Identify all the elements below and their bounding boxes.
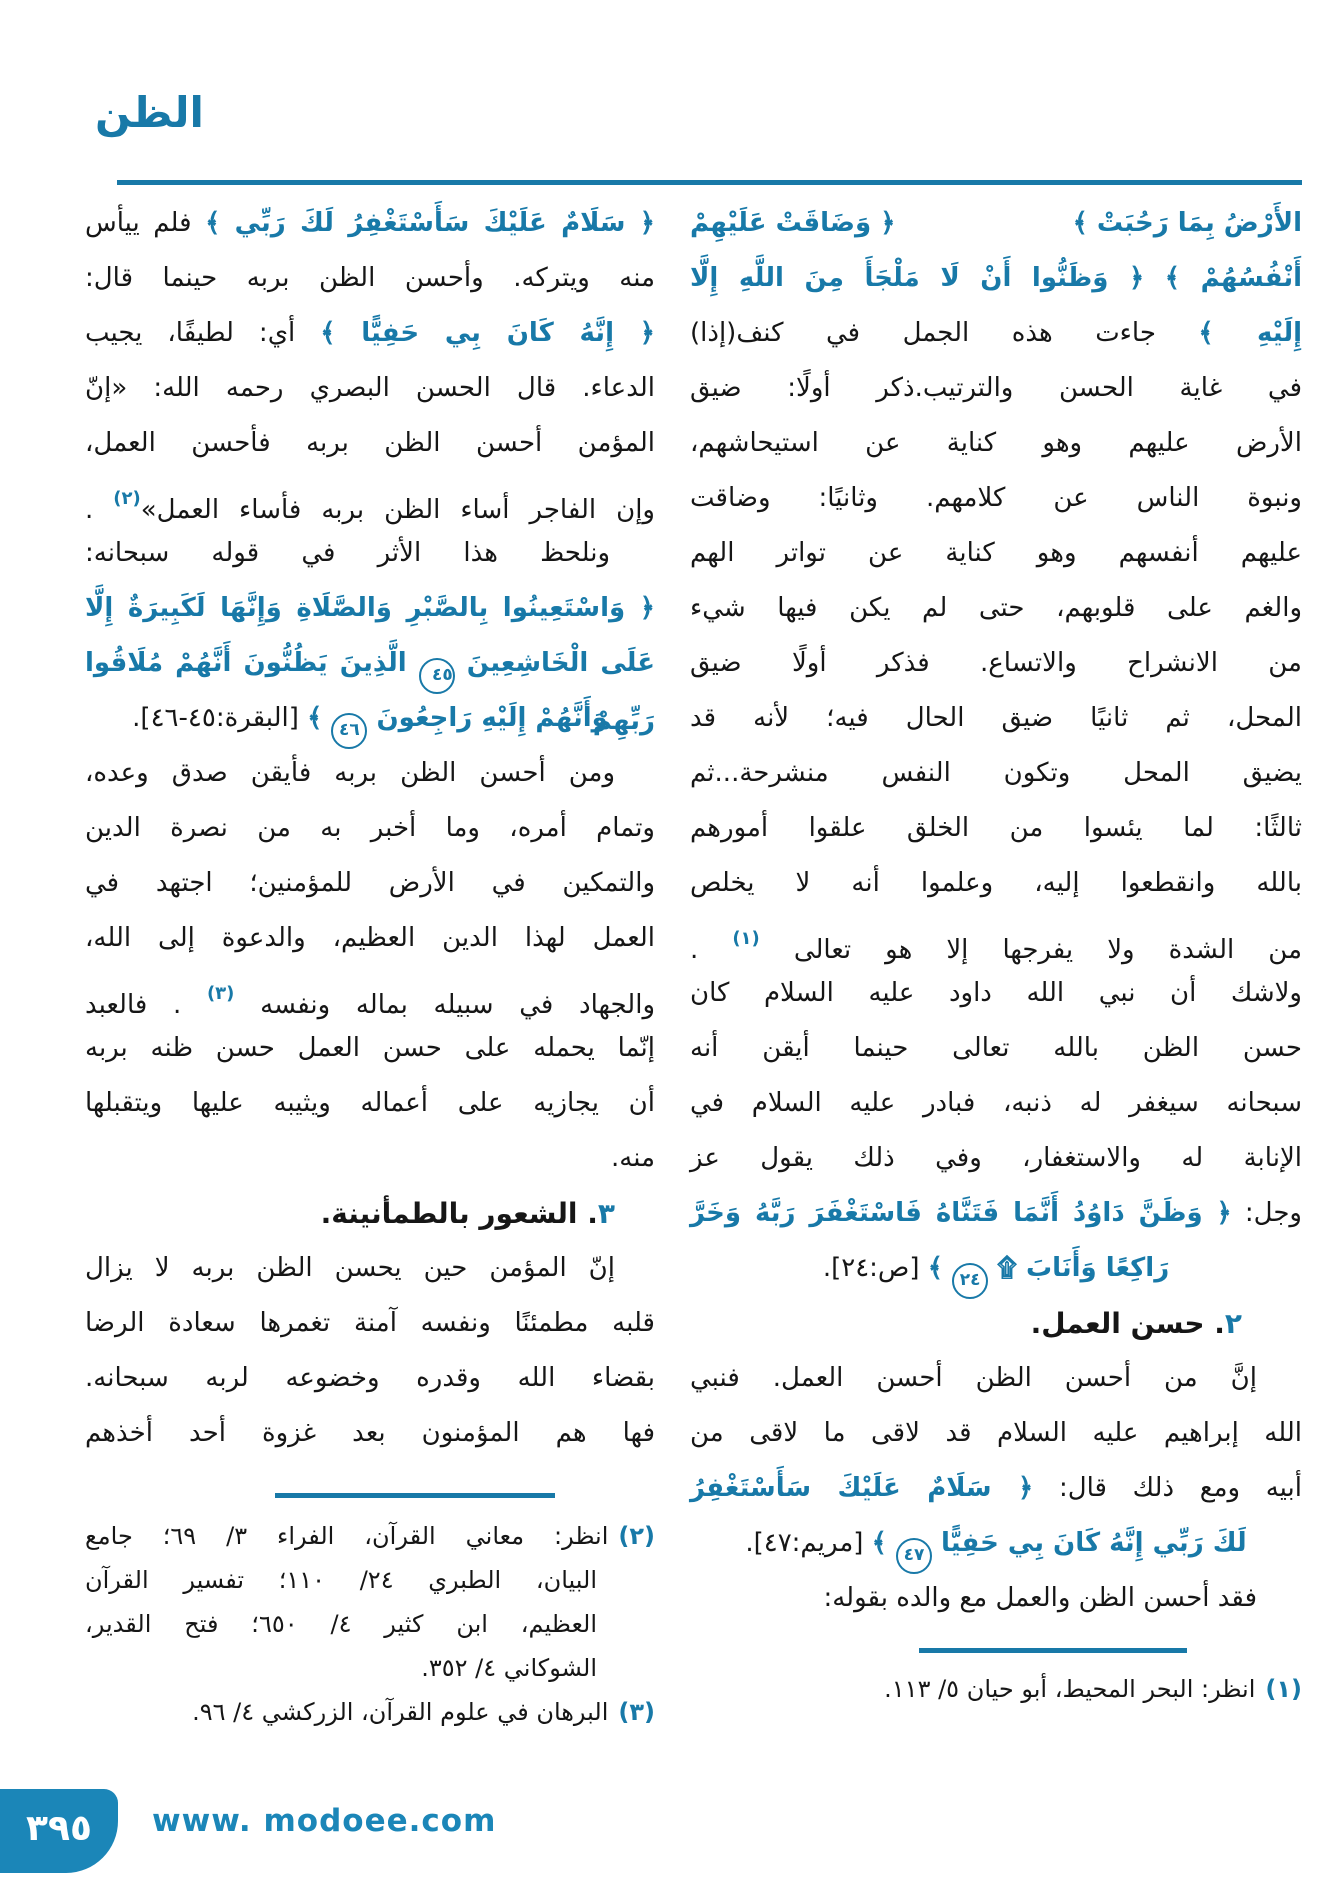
- body-text: الأرض عليهم وهو كناية عن استيحاشهم،: [690, 428, 1302, 458]
- column-right: [690, 196, 1302, 1711]
- footnote-text: انظر: البحر المحيط، أبو حيان ٥/ ١١٣.: [884, 1675, 1256, 1703]
- body-text: حسن الظن بالله تعالى حينما أيقن أنه: [690, 1033, 1302, 1063]
- body-text: المؤمن أحسن الظن بربه فأحسن العمل،: [85, 428, 655, 458]
- body-text: بالله وانقطعوا إليه، وعلموا أنه لا يخلص: [690, 868, 1302, 898]
- footnote-separator: [919, 1648, 1187, 1653]
- body-text: [البقرة:٤٥-٤٦].: [132, 703, 308, 733]
- text-line: [690, 581, 1302, 636]
- text-line: [85, 1076, 655, 1131]
- text-line: [690, 471, 1302, 526]
- page-number-tab: [0, 1789, 118, 1873]
- quran-quote-text: رَاكِعًا وَأَنَابَ ۩: [988, 1253, 1170, 1283]
- quran-quote-text: ﴿ وَضَاقَتْ عَلَيْهِمْ: [690, 208, 896, 238]
- text-line: [85, 1131, 655, 1186]
- text-line: [690, 1131, 1302, 1186]
- text-line: [85, 196, 655, 251]
- text-line: [85, 1241, 655, 1296]
- text-line: [85, 911, 655, 966]
- body-text: والغم على قلوبهم، حتى لم يكن فيها شيء: [690, 593, 1302, 623]
- text-line: [690, 691, 1302, 746]
- body-text: العمل لهذا الدين العظيم، والدعوة إلى الله،: [85, 923, 655, 953]
- page-title: الظن: [95, 88, 204, 137]
- website-link[interactable]: www. modoee.com: [152, 1803, 497, 1839]
- body-text: منه ويتركه. وأحسن الظن بربه حينما قال:: [85, 263, 655, 293]
- body-text: أي: لطيفًا، يجيب: [85, 318, 321, 348]
- footnote-reference-marker: (٢): [113, 488, 141, 509]
- body-text: فلم ييأس: [85, 208, 206, 238]
- text-line: [690, 1461, 1302, 1516]
- body-text: أبيه ومع ذلك قال:: [1033, 1473, 1302, 1503]
- text-line: [690, 196, 1302, 251]
- quran-quote-text: لَكَ رَبِّي إِنَّهُ كَانَ بِي حَفِيًّا: [931, 1528, 1247, 1558]
- quran-quote-text: ﴾: [307, 703, 332, 733]
- heading-text: . حسن العمل.: [1030, 1307, 1225, 1340]
- quran-quote-text: وَأَنَّهُمْ إِلَيْهِ رَاجِعُونَ: [367, 703, 608, 733]
- body-text: وجل:: [1231, 1198, 1302, 1228]
- text-line: [690, 1516, 1302, 1571]
- footnote-line: [690, 1667, 1302, 1711]
- body-text: إنّما يحمله على حسن العمل حسن ظنه بربه: [85, 1033, 655, 1063]
- body-text: عليهم أنفسهم وهو كناية عن تواتر الهم: [690, 538, 1302, 568]
- body-text: وتمام أمره، وما أخبر به من نصرة الدين: [85, 813, 655, 843]
- verse-number-medallion: ٢٤: [952, 1263, 988, 1299]
- body-text: ثالثًا: لما يئسوا من الخلق علقوا أمورهم: [690, 813, 1302, 843]
- text-line: [85, 361, 655, 416]
- heading-number: ٢: [1224, 1307, 1242, 1340]
- footnote-line: الشوكاني ٤/ ٣٥٢.: [421, 1654, 597, 1682]
- body-text: ولاشك أن نبي الله داود عليه السلام كان: [690, 978, 1302, 1008]
- text-line: [690, 746, 1302, 801]
- body-text: .: [85, 495, 114, 525]
- footnote-line: البيان، الطبري ٢٤/ ١١٠؛ تفسير القرآن: [85, 1566, 598, 1594]
- quran-quote-text: ﴿ إِنَّهُ كَانَ بِي حَفِيًّا ﴾: [320, 318, 655, 348]
- quran-quote-text: الَّذِينَ يَظُنُّونَ أَنَّهُمْ مُلَاقُوا رَبِّهِمْ: [85, 648, 655, 736]
- text-line: [85, 416, 655, 471]
- text-line: [690, 1241, 1302, 1296]
- body-text: قلبه مطمئنًا ونفسه آمنة تغمرها سعادة الرضا: [85, 1308, 655, 1338]
- text-line: [85, 306, 655, 361]
- footnote-reference-marker: (٣): [206, 983, 235, 1004]
- text-line: [85, 746, 655, 801]
- text-line: [690, 1351, 1302, 1406]
- body-text: والتمكين في الأرض للمؤمنين؛ اجتهد في: [85, 868, 655, 898]
- quran-quote-text: ﴾: [871, 1528, 896, 1558]
- body-text: .: [690, 935, 733, 965]
- text-line: [690, 526, 1302, 581]
- footnote-marker: (٢): [618, 1522, 655, 1550]
- body-text: من الشدة ولا يفرجها إلا هو تعالى: [759, 935, 1303, 965]
- text-line: [85, 801, 655, 856]
- body-text: سبحانه سيغفر له ذنبه، فبادر عليه السلام في: [690, 1088, 1302, 1118]
- body-text: الله إبراهيم عليه السلام قد لاقى ما لاقى من: [690, 1418, 1302, 1448]
- footnote-separator: [275, 1493, 555, 1498]
- text-line: [85, 1406, 655, 1461]
- text-line: [85, 581, 655, 636]
- text-line: [690, 361, 1302, 416]
- text-line: [85, 1186, 655, 1241]
- quran-quote-text: أَنْفُسُهُمْ ﴾ ﴿ وَظَنُّوا أَنْ لَا مَلْجَأَ مِنَ اللَّهِ إِلَّا: [690, 263, 1302, 293]
- body-text: الإنابة له والاستغفار، وفي ذلك يقول عز: [690, 1143, 1302, 1173]
- text-line: [85, 251, 655, 306]
- header-rule: [117, 180, 1302, 185]
- page-number: ٣٩٥: [26, 1808, 92, 1849]
- text-line: [690, 966, 1302, 1021]
- text-line: [85, 856, 655, 911]
- footnote-marker: (٣): [618, 1698, 655, 1726]
- text-line: [690, 1076, 1302, 1131]
- body-text: الدعاء. قال الحسن البصري رحمه الله: «إنّ: [85, 373, 655, 403]
- text-line: [85, 966, 655, 1021]
- verse-number-medallion: ٤٦: [331, 713, 367, 749]
- body-text: جاءت هذه الجمل في كنف(إذا): [690, 318, 1199, 348]
- text-line: [85, 1351, 655, 1406]
- text-line: [690, 801, 1302, 856]
- text-line: [85, 1296, 655, 1351]
- text-line: [690, 1021, 1302, 1076]
- footnote-text: انظر: معاني القرآن، الفراء ٣/ ٦٩؛ جامع: [85, 1522, 609, 1550]
- text-line: [85, 1021, 655, 1076]
- body-text: ومن أحسن الظن بربه فأيقن صدق وعده،: [85, 758, 615, 788]
- footnote-line: العظيم، ابن كثير ٤/ ٦٥٠؛ فتح القدير،: [85, 1610, 597, 1638]
- text-line: [690, 306, 1302, 361]
- footnote-reference-marker: (١): [732, 928, 760, 949]
- body-text: من الانشراح والاتساع. فذكر أولًا ضيق: [690, 648, 1302, 678]
- text-line: [690, 856, 1302, 911]
- quran-quote-text: ﴿ سَلَامٌ عَلَيْكَ سَأَسْتَغْفِرُ لَكَ رَبِّي ﴾: [205, 208, 655, 238]
- text-line: [690, 1406, 1302, 1461]
- body-text: في غاية الحسن والترتيب.ذكر أولًا: ضيق: [690, 373, 1302, 403]
- verse-number-medallion: ٤٥: [419, 658, 455, 694]
- text-line: [690, 416, 1302, 471]
- heading-text: . الشعور بالطمأنينة.: [320, 1197, 598, 1230]
- body-text: فقد أحسن الظن والعمل مع والده بقوله:: [823, 1583, 1257, 1613]
- body-text: وإن الفاجر أساء الظن بربه فأساء العمل»: [140, 495, 655, 525]
- verse-number-medallion: ٤٧: [896, 1538, 932, 1574]
- body-text: فها هم المؤمنون بعد غزوة أحد أخذهم: [85, 1418, 655, 1448]
- footnote-line: [85, 1690, 655, 1734]
- body-text: [مريم:٤٧].: [745, 1528, 872, 1558]
- body-text: المحل، ثم ثانيًا ضيق الحال فيه؛ لأنه قد: [690, 703, 1302, 733]
- body-text: يضيق المحل وتكون النفس منشرحة...ثم: [690, 758, 1302, 788]
- quran-quote-text: إِلَيْهِ ﴾: [1198, 318, 1303, 348]
- body-text: [ص:٢٤].: [822, 1253, 928, 1283]
- body-text: والجهاد في سبيله بماله ونفسه: [234, 990, 656, 1020]
- text-line: [85, 471, 655, 526]
- text-line: [690, 636, 1302, 691]
- text-line: [690, 1296, 1302, 1351]
- text-line: [690, 1186, 1302, 1241]
- text-line: [690, 1571, 1302, 1626]
- text-line: [85, 691, 655, 746]
- text-line: [85, 526, 655, 581]
- body-text: بقضاء الله وقدره وخضوعه لربه سبحانه.: [85, 1363, 655, 1393]
- quran-quote-text: ﴿ وَاسْتَعِينُوا بِالصَّبْرِ وَالصَّلَاةِ وَإِنَّهَا لَكَبِيرَةٌ إِلَّا: [85, 593, 655, 623]
- quran-quote-text: ﴿ وَظَنَّ دَاوُدُ أَنَّمَا فَتَنَّاهُ فَاسْتَغْفَرَ رَبَّهُ وَخَرَّ: [690, 1198, 1232, 1228]
- quran-quote-text: عَلَى الْخَاشِعِينَ: [454, 648, 656, 678]
- column-left: [85, 196, 655, 1734]
- footnote-marker: (١): [1265, 1675, 1302, 1703]
- quran-quote-text: الأَرْضُ بِمَا رَحُبَتْ ﴾: [1072, 208, 1302, 238]
- body-text: منه.: [611, 1143, 655, 1173]
- heading-number: ٣: [597, 1197, 615, 1230]
- text-line: [690, 911, 1302, 966]
- quran-quote-text: ﴾: [927, 1253, 953, 1283]
- quran-quote-text: ﴿ سَلَامٌ عَلَيْكَ سَأَسْتَغْفِرُ: [690, 1473, 1034, 1503]
- footnote-line: [85, 1514, 655, 1558]
- footnote-text: البرهان في علوم القرآن، الزركشي ٤/ ٩٦.: [192, 1698, 609, 1726]
- body-text: . فالعبد: [85, 990, 207, 1020]
- body-text: ونلحظ هذا الأثر في قوله سبحانه:: [85, 538, 610, 568]
- body-text: إنّ المؤمن حين يحسن الظن بربه لا يزال: [85, 1253, 615, 1283]
- body-text: ونبوة الناس عن كلامهم. وثانيًا: وضاقت: [690, 483, 1302, 513]
- text-line: [690, 251, 1302, 306]
- body-text: أن يجازيه على أعماله ويثيبه عليها ويتقبلها: [85, 1088, 655, 1118]
- body-text: إنَّ من أحسن الظن أحسن العمل. فنبي: [690, 1363, 1257, 1393]
